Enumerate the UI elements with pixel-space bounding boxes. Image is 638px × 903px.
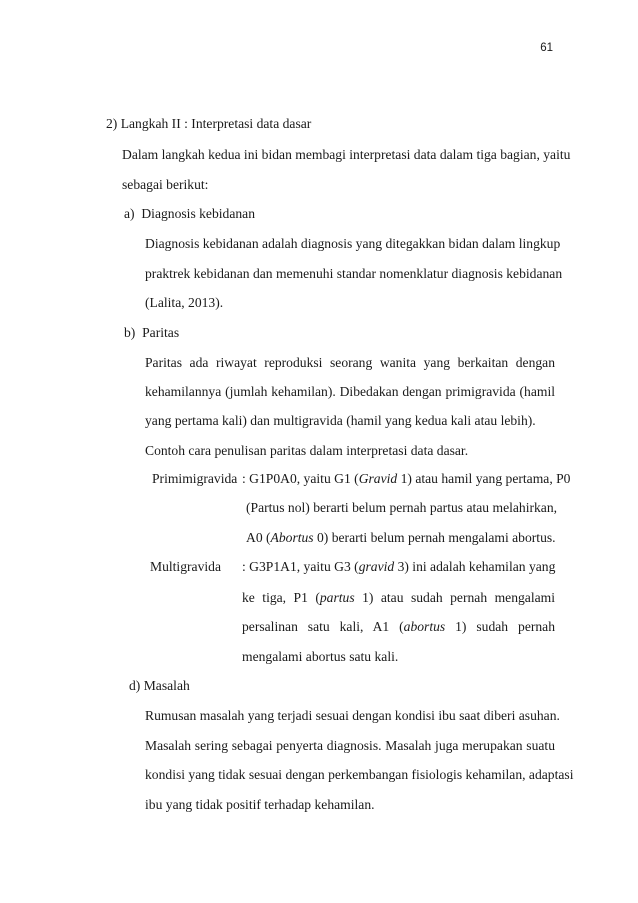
- subsection-b-title: b) Paritas: [124, 325, 180, 340]
- subsection-b-line-4: Contoh cara penulisan paritas dalam interpretasi data dasar.: [145, 443, 469, 458]
- multigravida-line-1: : G3P1A1, yaitu G3 (gravid 3) ini adalah kehamilan yang: [242, 559, 556, 574]
- primigravida-line-1: : G1P0A0, yaitu G1 (Gravid 1) atau hamil yang pertama, P0: [242, 471, 571, 486]
- section-heading: 2) Langkah II : Interpretasi data dasar: [106, 116, 312, 131]
- subsection-b-line-2: kehamilannya (jumlah kehamilan). Dibedakan dengan primigravida (hamil: [145, 384, 555, 399]
- subsection-a-line-3: (Lalita, 2013).: [145, 295, 224, 310]
- subsection-d-line-2: Masalah sering sebagai penyerta diagnosis. Masalah juga merupakan suatu: [145, 738, 555, 753]
- primigravida-label: Primimigravida: [152, 471, 238, 486]
- subsection-a-line-2: praktrek kebidanan dan memenuhi standar nomenklatur diagnosis kebidanan: [145, 266, 563, 281]
- primigravida-line-2: (Partus nol) berarti belum pernah partus atau melahirkan,: [246, 500, 558, 515]
- subsection-b-line-3: yang pertama kali) dan multigravida (hamil yang kedua kali atau lebih).: [145, 413, 536, 428]
- multigravida-line-4: mengalami abortus satu kali.: [242, 649, 399, 664]
- subsection-a-line-1: Diagnosis kebidanan adalah diagnosis yang ditegakkan bidan dalam lingkup: [145, 236, 561, 251]
- subsection-a-title: a) Diagnosis kebidanan: [124, 206, 255, 221]
- intro-line-1: Dalam langkah kedua ini bidan membagi interpretasi data dalam tiga bagian, yaitu: [122, 147, 571, 162]
- primigravida-line-3: A0 (Abortus 0) berarti belum pernah mengalami abortus.: [246, 530, 556, 545]
- intro-line-2: sebagai berikut:: [122, 177, 209, 192]
- multigravida-line-3: persalinan satu kali, A1 (abortus 1) sudah pernah: [242, 619, 556, 634]
- subsection-d-line-4: ibu yang tidak positif terhadap kehamilan.: [145, 797, 375, 812]
- subsection-b-line-1: Paritas ada riwayat reproduksi seorang wanita yang berkaitan dengan: [145, 355, 555, 370]
- subsection-d-line-3: kondisi yang tidak sesuai dengan perkembangan fisiologis kehamilan, adaptasi: [145, 767, 574, 782]
- multigravida-line-2: ke tiga, P1 (partus 1) atau sudah pernah mengalami: [242, 590, 555, 605]
- subsection-d-line-1: Rumusan masalah yang terjadi sesuai dengan kondisi ibu saat diberi asuhan.: [145, 708, 560, 723]
- page-number: 61: [540, 42, 553, 54]
- multigravida-label: Multigravida: [150, 559, 221, 574]
- subsection-d-title: d) Masalah: [129, 678, 190, 693]
